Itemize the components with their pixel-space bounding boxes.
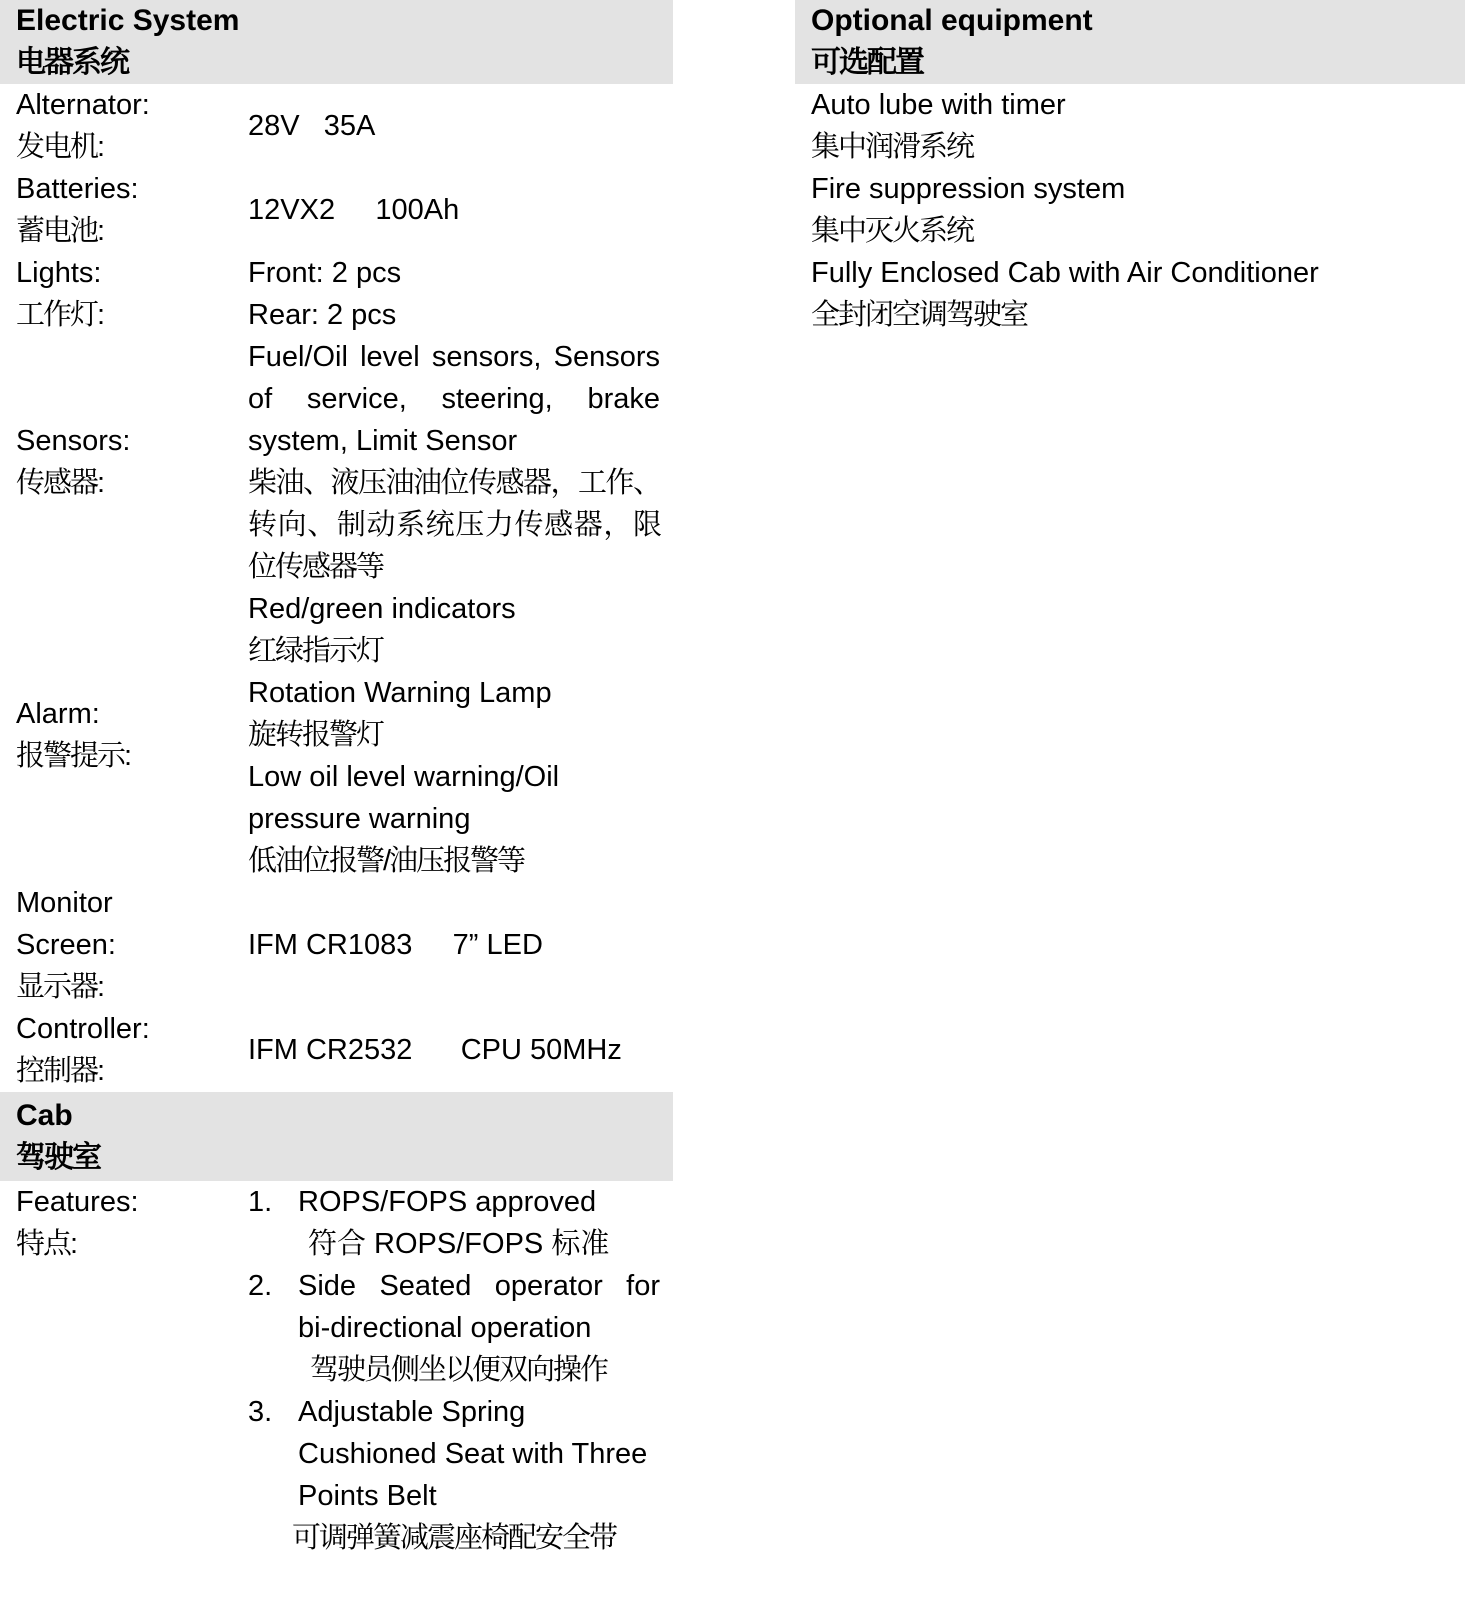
spec-row (0, 336, 673, 588)
spec-label-line: Batteries: (16, 173, 139, 205)
optional-item-en: Auto lube with timer (811, 89, 1066, 121)
optional-equipment-list (795, 84, 1465, 336)
spec-label-line: Controller: (16, 1013, 150, 1045)
features-list (248, 1181, 673, 1559)
features-label (0, 1181, 248, 1265)
spec-label (0, 168, 248, 252)
spec-value-line: 旋转报警灯 (248, 719, 384, 751)
spec-label-line: 控制器: (16, 1055, 104, 1087)
features-label-line: 特点: (16, 1228, 77, 1260)
spec-value-line: of service, steering, brake (248, 383, 660, 415)
spec-row (0, 882, 673, 1008)
optional-item-en: Fully Enclosed Cab with Air Conditioner (811, 257, 1319, 289)
feature-line: ROPS/FOPS approved (298, 1186, 597, 1218)
spec-value-line: 红绿指示灯 (248, 635, 384, 667)
optional-item (811, 84, 1465, 168)
spec-label-line: 工作灯: (16, 299, 104, 331)
spec-value-line: IFM CR2532 CPU 50MHz (248, 1034, 622, 1066)
optional-item-zh: 集中灭火系统 (811, 215, 974, 247)
spec-value (248, 189, 673, 231)
spec-value-line: IFM CR1083 7” LED (248, 929, 543, 961)
optional-item (811, 168, 1465, 252)
section-title-en: Electric System (16, 4, 240, 37)
spec-label-line: 传感器: (16, 467, 104, 499)
spec-value (248, 252, 673, 336)
spec-label-line: 显示器: (16, 971, 104, 1003)
feature-line: Side Seated operator for (298, 1270, 660, 1302)
spec-row (0, 168, 673, 252)
feature-number: 3. (248, 1396, 273, 1428)
feature-line: bi-directional operation (298, 1312, 592, 1344)
optional-item-en: Fire suppression system (811, 173, 1126, 205)
spec-label (0, 252, 248, 336)
spec-value-line: pressure warning (248, 803, 471, 835)
spec-row (0, 252, 673, 336)
spec-label (0, 420, 248, 504)
spec-value-line: 柴油、液压油油位传感器，工作、 (248, 467, 660, 499)
feature-number: 1. (248, 1186, 273, 1218)
spec-label (0, 693, 248, 777)
feature-item (248, 1181, 660, 1265)
feature-body (292, 1391, 660, 1559)
spec-label (0, 1008, 248, 1092)
section-title-zh: 可选配置 (811, 46, 923, 79)
spec-value-line: Rear: 2 pcs (248, 299, 397, 331)
spec-label-line: Screen: (16, 929, 116, 961)
spec-label-line: Monitor (16, 887, 113, 919)
spec-value (248, 105, 673, 147)
spec-row (0, 84, 673, 168)
spec-label-line: 蓄电池: (16, 215, 104, 247)
feature-body (298, 1181, 660, 1265)
features-label-line: Features: (16, 1186, 139, 1218)
cab-section-header (0, 1092, 673, 1181)
spec-label-line: Alarm: (16, 698, 100, 730)
feature-number: 2. (248, 1270, 273, 1302)
feature-line: 可调弹簧减震座椅配安全带 (292, 1522, 617, 1554)
spec-value (248, 1029, 673, 1071)
spec-label (0, 882, 248, 1008)
feature-line: 驾驶员侧坐以便双向操作 (310, 1354, 608, 1386)
spec-value (248, 588, 673, 882)
feature-item (248, 1391, 660, 1559)
optional-item-zh: 全封闭空调驾驶室 (811, 299, 1028, 331)
spec-value-line: 低油位报警/油压报警等 (248, 845, 525, 877)
spec-value-line: system, Limit Sensor (248, 425, 518, 457)
optional-equipment-column (795, 0, 1465, 336)
electric-system-section-header (0, 0, 673, 84)
spec-value-line: 28V 35A (248, 110, 376, 142)
section-title-en: Cab (16, 1099, 73, 1132)
electric-system-rows (0, 84, 673, 1092)
feature-item (248, 1265, 660, 1391)
section-title-zh: 驾驶室 (16, 1141, 100, 1174)
spec-value-line: Fuel/Oil level sensors, Sensors (248, 341, 660, 373)
spec-row (0, 1008, 673, 1092)
optional-item (811, 252, 1465, 336)
section-title-zh: 电器系统 (16, 46, 128, 79)
spec-value-line: 12VX2 100Ah (248, 194, 460, 226)
section-title-en: Optional equipment (811, 4, 1093, 37)
feature-line: Cushioned Seat with Three (298, 1438, 648, 1470)
spec-label-line: Alternator: (16, 89, 150, 121)
feature-line: Adjustable Spring (298, 1396, 526, 1428)
spec-value-line: 转向、制动系统压力传感器，限 (248, 509, 660, 541)
spec-value (248, 924, 673, 966)
optional-item-zh: 集中润滑系统 (811, 131, 974, 163)
spec-label-line: 发电机: (16, 131, 104, 163)
optional-equipment-section-header (795, 0, 1465, 84)
spec-value-line: 位传感器等 (248, 551, 384, 583)
spec-value-line: Red/green indicators (248, 593, 516, 625)
feature-body (298, 1265, 660, 1391)
spec-label-line: Lights: (16, 257, 102, 289)
spec-value-line: Front: 2 pcs (248, 257, 402, 289)
spec-value (248, 336, 673, 588)
feature-line: Points Belt (298, 1480, 437, 1512)
cab-features (0, 1181, 673, 1559)
spec-value-line: Low oil level warning/Oil (248, 761, 560, 793)
spec-label (0, 84, 248, 168)
electric-system-column (0, 0, 673, 1559)
spec-label-line: 报警提示: (16, 740, 131, 772)
spec-value-line: Rotation Warning Lamp (248, 677, 552, 709)
spec-label-line: Sensors: (16, 425, 131, 457)
feature-line: 符合 ROPS/FOPS 标准 (308, 1228, 610, 1260)
spec-row (0, 588, 673, 882)
features-row (0, 1181, 673, 1559)
